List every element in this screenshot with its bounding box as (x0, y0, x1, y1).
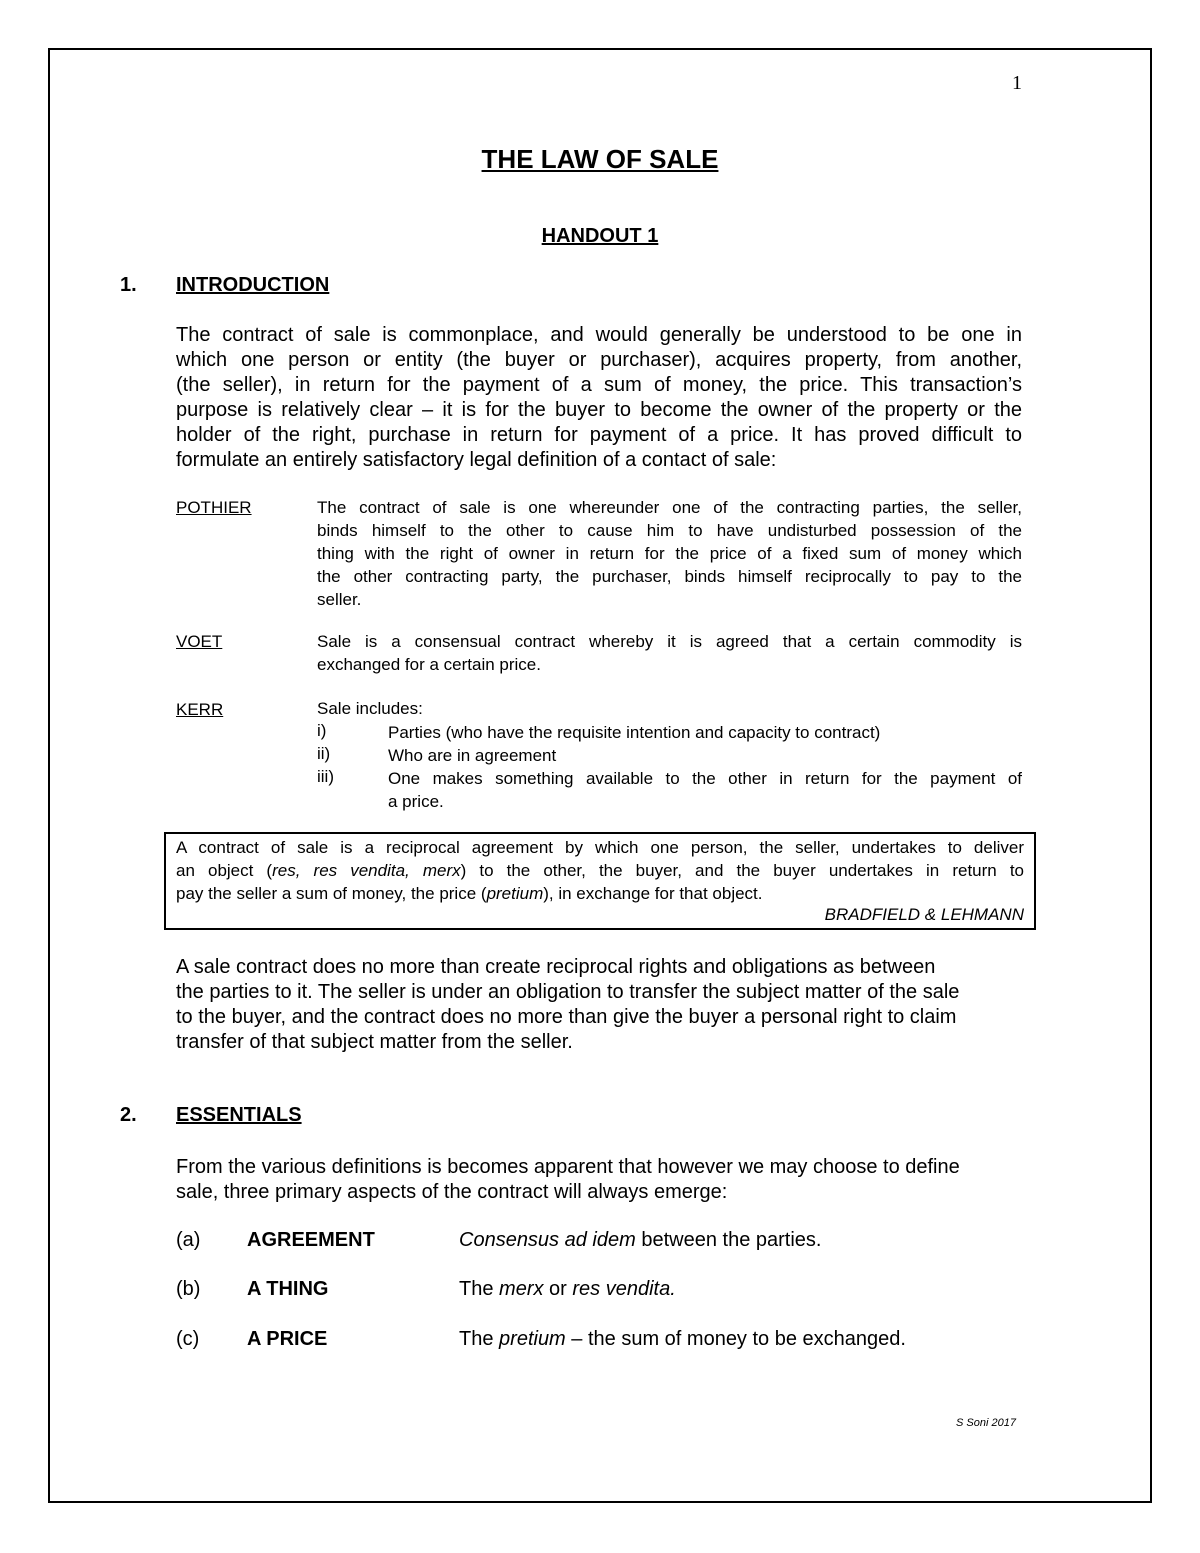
quote-text-span: ) to the other, the buyer, and the buyer undertakes in return to (460, 861, 1024, 880)
definition-label-voet: VOET (176, 632, 223, 651)
essential-italic-term: res vendita. (572, 1278, 676, 1300)
paragraph-line: transfer of that subject matter from the seller. (176, 1031, 573, 1053)
quote-italic-span: res, res vendita, merx (272, 861, 461, 880)
intro-paragraph (176, 323, 1022, 473)
intro-line: which one person or entity (the buyer or purchaser), acquires property, from another, (176, 349, 1022, 371)
definition-label-kerr: KERR (176, 700, 224, 719)
kerr-item-line: a price. (388, 792, 444, 811)
kerr-item-number: iii) (317, 767, 334, 786)
essentials-intro-paragraph (176, 1155, 1022, 1205)
paragraph-line: From the various definitions is becomes apparent that however we may choose to define (176, 1156, 960, 1178)
kerr-item-line: One makes something available to the other in return for the payment of (388, 769, 1022, 788)
section-2-title: ESSENTIALS (176, 1104, 302, 1126)
intro-line: formulate an entirely satisfactory legal definition of a contact of sale: (176, 449, 777, 471)
page-number: 1 (1012, 72, 1022, 94)
essential-desc-text: between the parties. (635, 1229, 822, 1251)
quote-attribution: BRADFIELD & LEHMANN (824, 905, 1024, 924)
definition-line: Sale is a consensual contract whereby it is agreed that a certain commodity is (317, 632, 1022, 651)
essential-description (459, 1229, 821, 1252)
essential-italic-term: merx (499, 1278, 544, 1300)
definition-quote-text (176, 836, 1024, 905)
footer-author: S Soni 2017 (956, 1417, 1016, 1429)
quote-text-span: ), in exchange for that object. (543, 884, 763, 903)
definition-line: binds himself to the other to cause him to have undisturbed possession of the (317, 521, 1022, 540)
definition-line: thing with the right of owner in return for the price of a fixed sum of money which (317, 544, 1022, 563)
essential-description (459, 1278, 676, 1301)
handout-heading: HANDOUT 1 (541, 225, 659, 247)
kerr-item-text (388, 767, 1022, 813)
document-title: THE LAW OF SALE (481, 144, 719, 174)
essential-italic-term: pretium (499, 1328, 566, 1350)
paragraph-line: A sale contract does no more than create reciprocal rights and obligations as between (176, 956, 936, 978)
essential-italic-term: Consensus ad idem (459, 1229, 636, 1251)
definition-line: exchanged for a certain price. (317, 655, 541, 674)
definition-text-pothier (317, 496, 1022, 611)
quote-text-span: pay the seller a sum of money, the price ( (176, 884, 487, 903)
paragraph-line: sale, three primary aspects of the contract will always emerge: (176, 1181, 728, 1203)
essential-letter: (b) (176, 1278, 201, 1300)
intro-line: holder of the right, purchase in return for payment of a price. It has proved difficult to (176, 424, 1022, 446)
section-1-title: INTRODUCTION (176, 274, 330, 296)
quote-line: A contract of sale is a reciprocal agreement by which one person, the seller, undertakes to deliver (176, 838, 1024, 857)
kerr-item-number: i) (317, 721, 327, 740)
after-quote-paragraph (176, 955, 1022, 1055)
definition-text-voet (317, 630, 1022, 676)
section-1-number: 1. (120, 274, 137, 296)
kerr-item-text: Who are in agreement (388, 746, 557, 765)
quote-text-span: an object ( (176, 861, 273, 880)
kerr-heading: Sale includes: (317, 699, 423, 718)
intro-line: purpose is relatively clear – it is for the buyer to become the owner of the property or the (176, 399, 1022, 421)
quote-line (176, 859, 1024, 882)
kerr-item-text: Parties (who have the requisite intention and capacity to contract) (388, 723, 881, 742)
definition-line: the other contracting party, the purchaser, binds himself reciprocally to pay to the (317, 567, 1022, 586)
section-2-number: 2. (120, 1104, 137, 1126)
intro-line: (the seller), in return for the payment of a sum of money, the price. This transaction’s (176, 374, 1022, 396)
definition-line: seller. (317, 590, 362, 609)
quote-italic-span: pretium (486, 884, 544, 903)
essential-letter: (a) (176, 1229, 201, 1251)
intro-line: The contract of sale is commonplace, and would generally be understood to be one in (176, 324, 1022, 346)
paragraph-line: the parties to it. The seller is under an obligation to transfer the subject matter of the sale (176, 981, 960, 1003)
essential-desc-text: The (459, 1328, 500, 1350)
definition-line: The contract of sale is one whereunder one of the contracting parties, the seller, (317, 498, 1022, 517)
essential-desc-text: The (459, 1278, 500, 1300)
essential-letter: (c) (176, 1328, 200, 1350)
essential-name: A THING (247, 1278, 329, 1300)
essential-description (459, 1328, 906, 1351)
essential-name: A PRICE (247, 1328, 328, 1350)
essential-name: AGREEMENT (247, 1229, 375, 1251)
definition-label-pothier: POTHIER (176, 498, 252, 517)
quote-line (176, 882, 1024, 905)
kerr-item-number: ii) (317, 744, 331, 763)
paragraph-line: to the buyer, and the contract does no more than give the buyer a personal right to claim (176, 1006, 957, 1028)
essential-desc-text: – the sum of money to be exchanged. (565, 1328, 906, 1350)
essential-desc-text: or (543, 1278, 573, 1300)
